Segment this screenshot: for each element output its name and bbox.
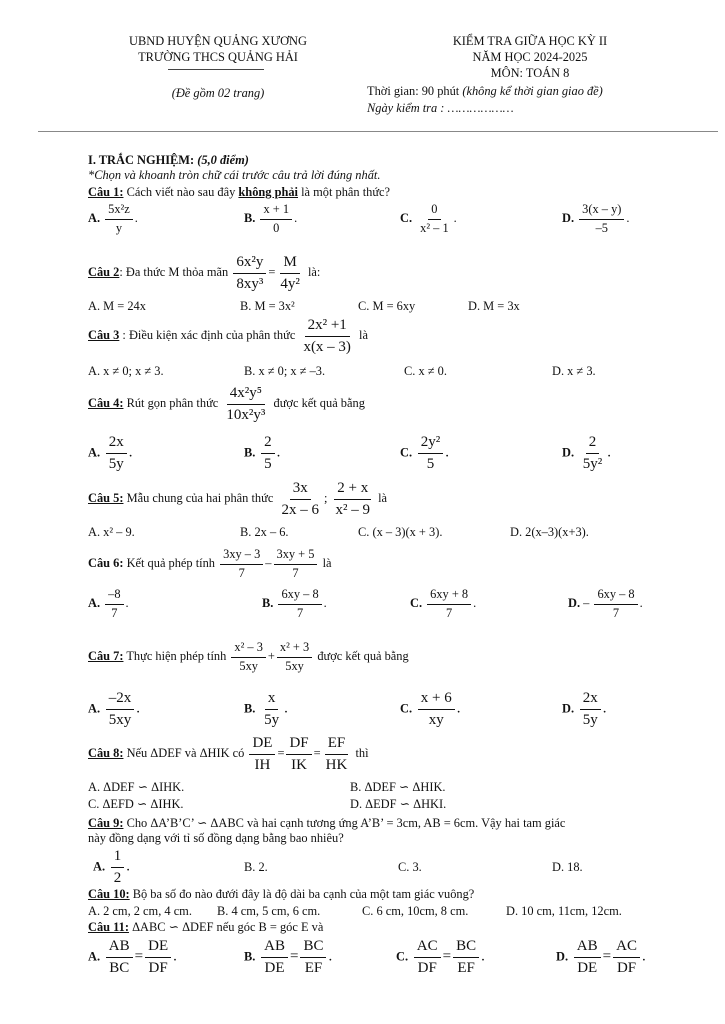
q6-option-a[interactable]: A. $\frac{-8}{7}$ .: [88, 587, 129, 620]
q9-stem: Câu 9: Cho ΔA’B’C’ ∽ ΔABC và hai cạnh tương ứng A’B’ = 3cm, AB = 6cm. Vậy hai tam giác: [88, 816, 566, 830]
q4-option-d[interactable]: D. $\frac{2}{\text{5y²}}$ .: [562, 434, 612, 472]
q7-option-b[interactable]: B. $\frac{x}{5y}$ .: [244, 690, 288, 728]
q8-option-b[interactable]: B. ΔDEF ∽ ΔHIK.: [350, 780, 446, 794]
q10-option-d[interactable]: D. 10 cm, 11cm, 12cm.: [506, 904, 622, 918]
q3-stem: Câu 3 : Điều kiện xác định của phân thức $\frac{\text{2x² +1}}{x(x - 3)}$ là: [88, 317, 368, 355]
q3-option-a[interactable]: A. x ≠ 0; x ≠ 3.: [88, 364, 164, 378]
time-note: (không kể thời gian giao đề): [462, 84, 603, 98]
q9-stem-2: này đồng dạng với tỉ số đồng dạng bằng bao nhiêu?: [88, 831, 344, 845]
q9-option-d[interactable]: D. 18.: [552, 860, 583, 874]
q5-option-d[interactable]: D. 2(x–3)(x+3).: [510, 525, 589, 539]
q3-option-d[interactable]: D. x ≠ 3.: [552, 364, 596, 378]
q9-option-c[interactable]: C. 3.: [398, 860, 422, 874]
q7-option-a[interactable]: A. $\frac{-2x}{5xy}$ .: [88, 690, 141, 728]
q9-option-b[interactable]: B. 2.: [244, 860, 268, 874]
q7-option-c[interactable]: C. $\frac{x + 6}{xy}$ .: [400, 690, 461, 728]
q1-option-a[interactable]: A. $\frac{\text{5x²z}}{y}$ .: [88, 202, 138, 235]
header-divider: [38, 131, 718, 132]
exam-date: Ngày kiểm tra : ………………: [367, 101, 514, 115]
q11-option-b[interactable]: B. $\frac{AB}{DE}$ = $\frac{BC}{EF}$ .: [244, 938, 333, 976]
q1-label: Câu 1:: [88, 185, 124, 199]
q6-option-d[interactable]: D. – $\frac{6xy - 8}{7}$ .: [568, 587, 643, 620]
q4-option-c[interactable]: C. $\frac{\text{2y²}}{5}$ .: [400, 434, 450, 472]
q2-option-d[interactable]: D. M = 3x: [468, 299, 520, 313]
section-points: (5,0 điểm): [197, 153, 249, 167]
q1-text: Cách viết nào sau đây: [126, 185, 239, 199]
q10-stem: Câu 10: Bộ ba số đo nào đưới đây là độ dài ba cạnh của một tam giác vuông?: [88, 887, 475, 901]
q2-option-c[interactable]: C. M = 6xy: [358, 299, 416, 313]
q6-option-b[interactable]: B. $\frac{6xy - 8}{7}$ .: [262, 587, 327, 620]
subject: MÔN: TOÁN 8: [490, 66, 570, 80]
school-name: TRƯỜNG THCS QUẢNG HẢI: [138, 50, 298, 64]
q9-option-a[interactable]: A. $\frac{1}{2}$ .: [93, 848, 131, 886]
header-underline: [168, 69, 264, 70]
section-title: [88, 153, 249, 168]
q8-option-d[interactable]: D. ΔEDF ∽ ΔHKI.: [350, 797, 447, 811]
q10-option-c[interactable]: C. 6 cm, 10cm, 8 cm.: [362, 904, 469, 918]
q6-stem: Câu 6: Kết quả phép tính $\frac{3xy - 3}{7}$ – $\frac{3xy + 5}{7}$ là: [88, 547, 332, 580]
q2-option-b[interactable]: B. M = 3x²: [240, 299, 295, 313]
q7-stem: Câu 7: Thực hiện phép tính $\frac{\text{x² – 3}}{5xy}$ + $\frac{\text{x² + 3}}{5xy}$ được kết quả bằng: [88, 640, 409, 673]
q11-option-d[interactable]: D. $\frac{AB}{DE}$ = $\frac{AC}{DF}$ .: [556, 938, 646, 976]
q11-option-c[interactable]: C. $\frac{AC}{DF}$ = $\frac{BC}{EF}$ .: [396, 938, 485, 976]
q4-stem: Câu 4: Rút gọn phân thức $\frac{\text{4x²y⁵}}{\text{10x²y³}}$ được kết quả bằng: [88, 385, 365, 423]
time-line: [367, 84, 603, 99]
q1-option-b[interactable]: B. $\frac{x + 1}{0}$ .: [244, 202, 298, 235]
q5-option-b[interactable]: B. 2x – 6.: [240, 525, 289, 539]
q4-option-b[interactable]: B. $\frac{2}{5}$ .: [244, 434, 281, 472]
instruction: *Chọn và khoanh tròn chữ cái trước câu trả lời đúng nhất.: [88, 168, 381, 182]
q6-option-c[interactable]: C. $\frac{6xy + 8}{7}$ .: [410, 587, 477, 620]
q8-stem: Câu 8: Nếu ΔDEF và ΔHIK có $\frac{DE}{IH}$ = $\frac{DF}{IK}$ = $\frac{EF}{HK}$ thì: [88, 735, 369, 773]
q3-option-c[interactable]: C. x ≠ 0.: [404, 364, 447, 378]
time-label: Thời gian: 90 phút: [367, 84, 463, 98]
q3-option-b[interactable]: B. x ≠ 0; x ≠ –3.: [244, 364, 326, 378]
q1-option-d[interactable]: D. $\frac{3(x - y)}{-5}$ .: [562, 202, 630, 235]
q7-option-d[interactable]: D. $\frac{2x}{5y}$ .: [562, 690, 607, 728]
q1-tail: là một phân thức?: [298, 185, 391, 199]
q2-stem: Câu 2: Đa thức M thỏa mãn $\frac{\text{6x²y}}{\text{8xy³}}$ = $\frac{M}{\text{4y²}}$ là:: [88, 254, 321, 292]
page-count-note: (Đề gồm 02 trang): [171, 86, 265, 100]
exam-title: KIỂM TRA GIỮA HỌC KỲ II: [452, 34, 608, 48]
q8-option-c[interactable]: C. ΔEFD ∽ ΔIHK.: [88, 797, 184, 811]
q10-option-a[interactable]: A. 2 cm, 2 cm, 4 cm.: [88, 904, 192, 918]
q1-emph: không phải: [238, 185, 298, 199]
q1-stem: [88, 185, 390, 200]
school-year: NĂM HỌC 2024-2025: [472, 50, 588, 64]
q1-option-c[interactable]: C. $\frac{0}{\text{x² – 1}}$ .: [400, 202, 457, 235]
q11-stem: Câu 11: ΔABC ∽ ΔDEF nếu góc B = góc E và: [88, 920, 324, 934]
q11-option-a[interactable]: A. $\frac{AB}{BC}$ = $\frac{DE}{DF}$ .: [88, 938, 177, 976]
q5-option-c[interactable]: C. (x – 3)(x + 3).: [358, 525, 443, 539]
section-heading: I. TRẮC NGHIỆM:: [88, 153, 195, 167]
q10-option-b[interactable]: B. 4 cm, 5 cm, 6 cm.: [217, 904, 321, 918]
q8-option-a[interactable]: A. ΔDEF ∽ ΔIHK.: [88, 780, 185, 794]
q2-option-a[interactable]: A. M = 24x: [88, 299, 146, 313]
q4-option-a[interactable]: A. $\frac{2x}{5y}$ .: [88, 434, 133, 472]
q5-stem: Câu 5: Mẫu chung của hai phân thức $\frac{3x}{2x - 6}$ ; $\frac{2 + x}{\text{x² – 9}}$ là: [88, 480, 388, 518]
q5-option-a[interactable]: A. x² – 9.: [88, 525, 135, 539]
school-district: UBND HUYỆN QUẢNG XƯƠNG: [129, 34, 307, 48]
